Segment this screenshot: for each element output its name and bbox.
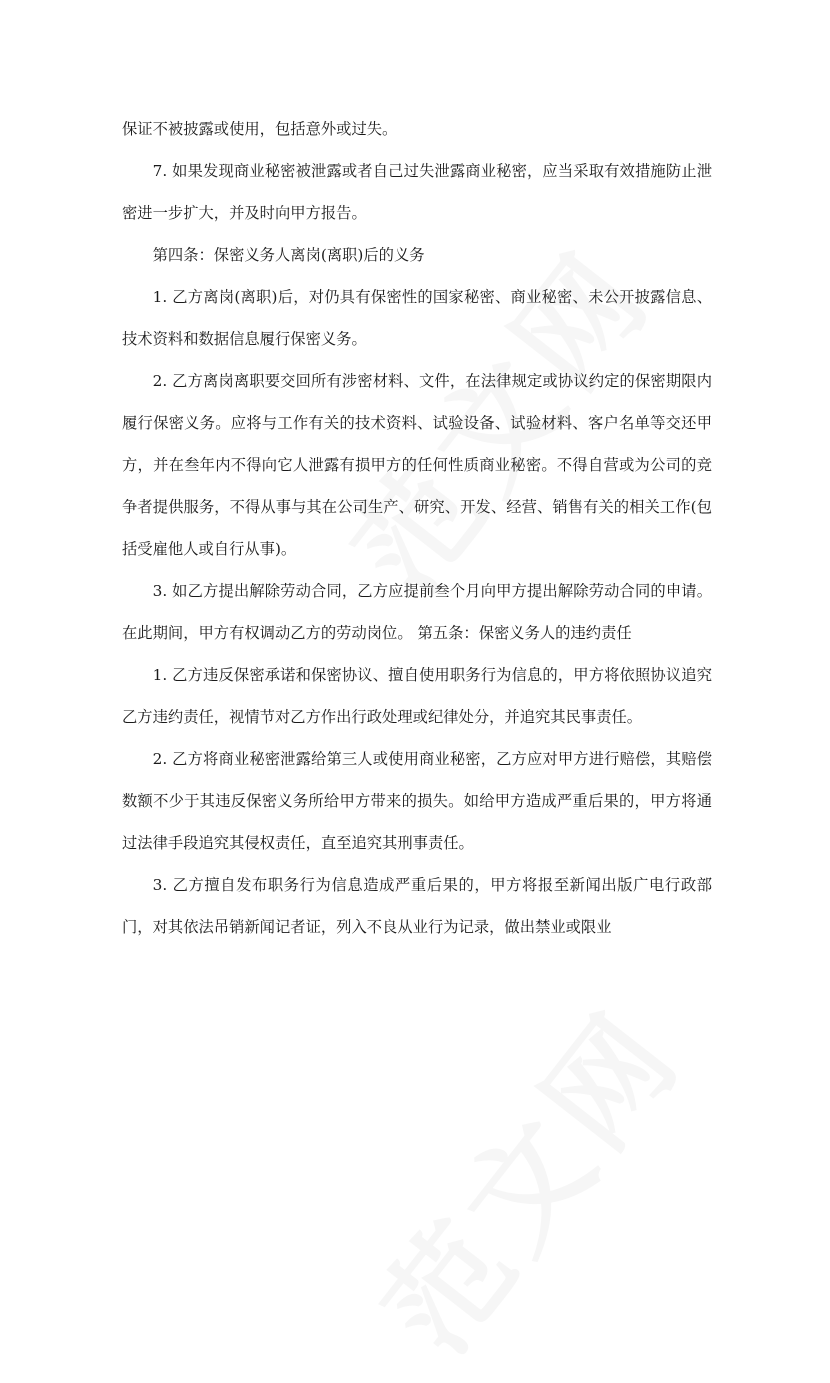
paragraph: 3. 乙方擅自发布职务行为信息造成严重后果的，甲方将报至新闻出版广电行政部门，对其依法吊销新闻记者证，列入不良从业行为记录，做出禁业或限业 [122, 876, 712, 936]
paragraph: 保证不被披露或使用，包括意外或过失。 [122, 120, 398, 138]
paragraph: 2. 乙方将商业秘密泄露给第三人或使用商业秘密，乙方应对甲方进行赔偿，其赔偿数额不少于其违反保密义务所给甲方带来的损失。如给甲方造成严重后果的，甲方将通过法律手段追究其侵权责任，直至追究其刑事责任。 [122, 750, 712, 852]
paragraph: 7. 如果发现商业秘密被泄露或者自己过失泄露商业秘密，应当采取有效措施防止泄密进一步扩大，并及时向甲方报告。 [122, 162, 712, 222]
paragraph: 2. 乙方离岗离职要交回所有涉密材料、文件，在法律规定或协议约定的保密期限内履行保密义务。应将与工作有关的技术资料、试验设备、试验材料、客户名单等交还甲方，并在叁年内不得向它人泄露有损甲方的任何性质商业秘密。不得自营或为公司的竞争者提供服务，不得从事与其在公司生产、研究、开发、经营、销售有关的相关工作(包括受雇他人或自行从事)。 [122, 372, 712, 558]
paragraph: 1. 乙方违反保密承诺和保密协议、擅自使用职务行为信息的，甲方将依照协议追究乙方违约责任，视情节对乙方作出行政处理或纪律处分，并追究其民事责任。 [122, 666, 712, 726]
paragraph: 1. 乙方离岗(离职)后，对仍具有保密性的国家秘密、商业秘密、未公开披露信息、技术资料和数据信息履行保密义务。 [122, 288, 712, 348]
watermark [337, 969, 713, 1382]
document-body [122, 108, 712, 948]
section-heading: 第四条：保密义务人离岗(离职)后的义务 [152, 246, 425, 264]
paragraph: 3. 如乙方提出解除劳动合同，乙方应提前叁个月向甲方提出解除劳动合同的申请。在此期间，甲方有权调动乙方的劳动岗位。 第五条：保密义务人的违约责任 [122, 582, 712, 642]
